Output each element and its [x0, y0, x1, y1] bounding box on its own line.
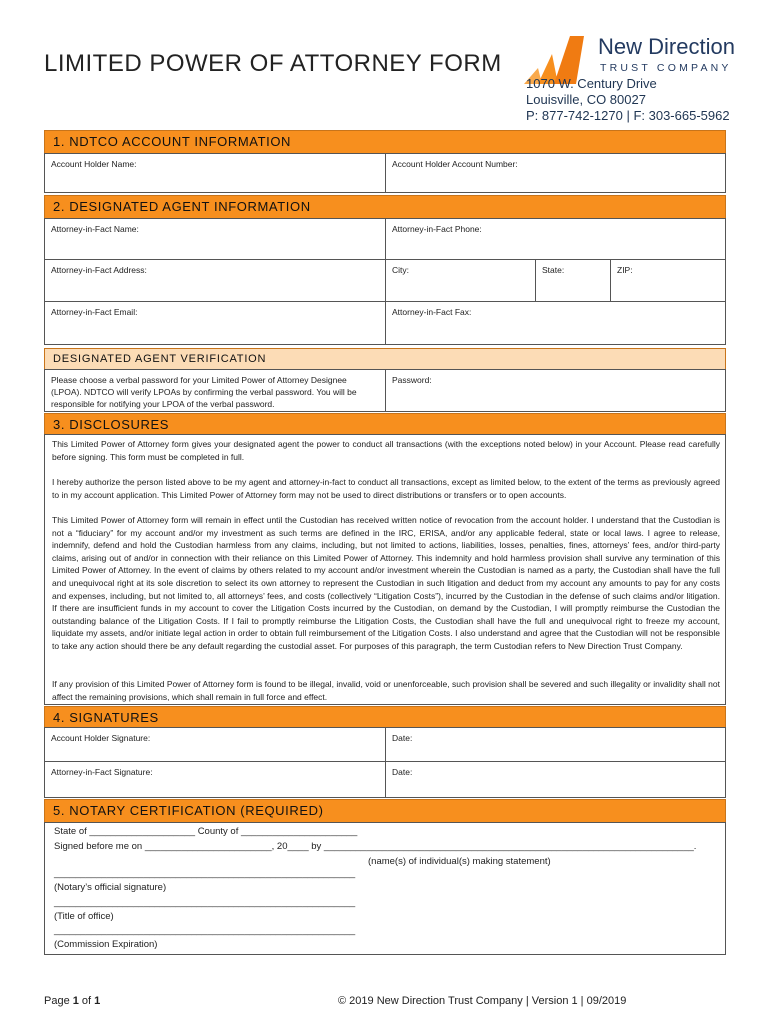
verbal-password-field[interactable] [385, 369, 726, 412]
aif-email-field[interactable] [44, 301, 386, 345]
aif-email-label: Attorney-in-Fact Email: [51, 307, 138, 317]
brand-subtitle: TRUST COMPANY [600, 62, 732, 74]
account-number-field[interactable] [385, 153, 726, 193]
date-label-1: Date: [392, 733, 413, 743]
notary-signature-line[interactable]: _________________________________________________________ [54, 868, 356, 879]
phone-fax: P: 877-742-1270 | F: 303-665-5962 [526, 108, 730, 123]
verification-instructions: Please choose a verbal password for your Limited Power of Attorney Designee (LPOA). NDTCO will verify LPOAs by confirming the verbal password. You will be responsible for notifying your LPOA of the verbal password. [44, 369, 386, 412]
password-label: Password: [392, 375, 432, 385]
aif-state-label: State: [542, 265, 565, 275]
notary-signed-before-line[interactable]: Signed before me on ________________________, 20____ by ______________________________________________________________________. [54, 841, 697, 852]
aif-signature-label: Attorney-in-Fact Signature: [51, 767, 153, 777]
disclosure-paragraph-3: This Limited Power of Attorney form will remain in effect until the Custodian has received written notice of revocation from the account holder. I understand that the Custodian is not a “fiduciary” for my account and/or my investment as such terms are defined in the IRC, ERISA, and/or any applicable federal, state or local laws. I agree to release, indemnify, defend and hold the Custodian harmless from any claims, including, but not limited to actions, liabilities, losses, penalties, fines, attorneys’ fees, and/or third-party claims, arising out of and/or in connection with their reliance on this Limited Power of Attorney. This indemnity and hold harmless provision shall survive any termination of this Limited Power of Attorney. In the event of claims by others related to my account and/or investment wherein the Custodian is named as a party, the Custodian shall have the full and unequivocal right at its sole discretion to select its own attorney to represent the Custodian in such litigation and deduct from my account any amounts to pay for any costs and expenses, including, but not limited to, all attorneys’ fees, and costs (collectively “Litigation Costs”), incurred by the Custodian in the defense of such claims and/or litigation. If there are insufficient funds in my account to cover the Litigation Costs incurred by the Custodian, on demand by the Custodian, I will promptly reimburse the Custodian the outstanding balance of the Litigation Costs. If I fail to promptly reimburse the Litigation Costs, the Custodian shall have the full and unequivocal right to freeze my account, liquidate my assets, and/or initiate legal action in order to obtain full reimbursement of the Litigation Costs. I also understand and agree that the Custodian will not be responsible to take any action should there be any default regarding the custodial asset. For purposes of this paragraph, the term Custodian refers to New Direction Trust Company. [52, 515, 720, 651]
disclosure-paragraph-2: I hereby authorize the person listed above to be my agent and attorney-in-fact to conduct all transactions, except as limited below, to the extent of the terms as previously agreed to in my account application. This Limited Power of Attorney form may not be used to direct distributions or transfers or to open accounts. [52, 477, 720, 500]
aif-state-field[interactable] [535, 259, 611, 302]
section-5-header: 5. NOTARY CERTIFICATION (REQUIRED) [44, 799, 726, 823]
page-total: 1 [94, 995, 101, 1007]
account-number-label: Account Holder Account Number: [392, 159, 518, 169]
aif-phone-field[interactable] [385, 218, 726, 260]
verification-header: DESIGNATED AGENT VERIFICATION [44, 348, 726, 370]
date-label-2: Date: [392, 767, 413, 777]
address-line-2: Louisville, CO 80027 [526, 92, 646, 107]
account-holder-signature-field[interactable] [44, 727, 386, 762]
aif-signature-field[interactable] [44, 761, 386, 798]
section-3-header: 3. DISCLOSURES [44, 413, 726, 435]
date-field-1[interactable] [385, 727, 726, 762]
aif-name-field[interactable] [44, 218, 386, 260]
aif-city-label: City: [392, 265, 409, 275]
aif-city-field[interactable] [385, 259, 536, 302]
aif-name-label: Attorney-in-Fact Name: [51, 224, 139, 234]
address-line-1: 1070 W. Century Drive [526, 76, 657, 91]
copyright-footer: © 2019 New Direction Trust Company | Version 1 | 09/2019 [338, 995, 627, 1007]
aif-fax-label: Attorney-in-Fact Fax: [392, 307, 472, 317]
commission-line[interactable]: _________________________________________________________ [54, 925, 356, 936]
aif-phone-label: Attorney-in-Fact Phone: [392, 224, 482, 234]
section-2-header: 2. DESIGNATED AGENT INFORMATION [44, 195, 726, 219]
title-office-caption: (Title of office) [54, 911, 114, 922]
brand-name: New Direction [598, 34, 735, 59]
notary-signature-caption: (Notary’s official signature) [54, 882, 167, 893]
aif-zip-field[interactable] [610, 259, 726, 302]
notary-names-caption: (name(s) of individual(s) making statement) [368, 856, 551, 867]
page-of: of [78, 995, 95, 1007]
aif-address-field[interactable] [44, 259, 386, 302]
aif-fax-field[interactable] [385, 301, 726, 345]
notary-state-county-line[interactable]: State of ____________________ County of ______________________ [54, 826, 358, 837]
page-current: 1 [72, 995, 79, 1007]
page-title: LIMITED POWER OF ATTORNEY FORM [44, 50, 502, 77]
date-field-2[interactable] [385, 761, 726, 798]
aif-address-label: Attorney-in-Fact Address: [51, 265, 147, 275]
account-holder-name-field[interactable] [44, 153, 386, 193]
account-holder-signature-label: Account Holder Signature: [51, 733, 151, 743]
account-holder-name-label: Account Holder Name: [51, 159, 137, 169]
commission-caption: (Commission Expiration) [54, 939, 158, 950]
title-office-line[interactable]: _________________________________________________________ [54, 897, 356, 908]
page-number [44, 995, 100, 1007]
disclosure-paragraph-4: If any provision of this Limited Power of Attorney form is found to be illegal, invalid, void or unenforceable, such provision shall be severed and such illegality or invalidity shall not affect the remaining provisions, which shall remain in full force and effect. [52, 679, 720, 702]
disclosure-paragraph-1: This Limited Power of Attorney form gives your designated agent the power to conduct all transactions (with the exceptions noted below) in your Account. Please read carefully before signing. This form must be completed in full. [52, 439, 720, 462]
aif-zip-label: ZIP: [617, 265, 633, 275]
section-1-header: 1. NDTCO ACCOUNT INFORMATION [44, 130, 726, 154]
section-4-header: 4. SIGNATURES [44, 706, 726, 728]
page-prefix: Page [44, 995, 73, 1007]
